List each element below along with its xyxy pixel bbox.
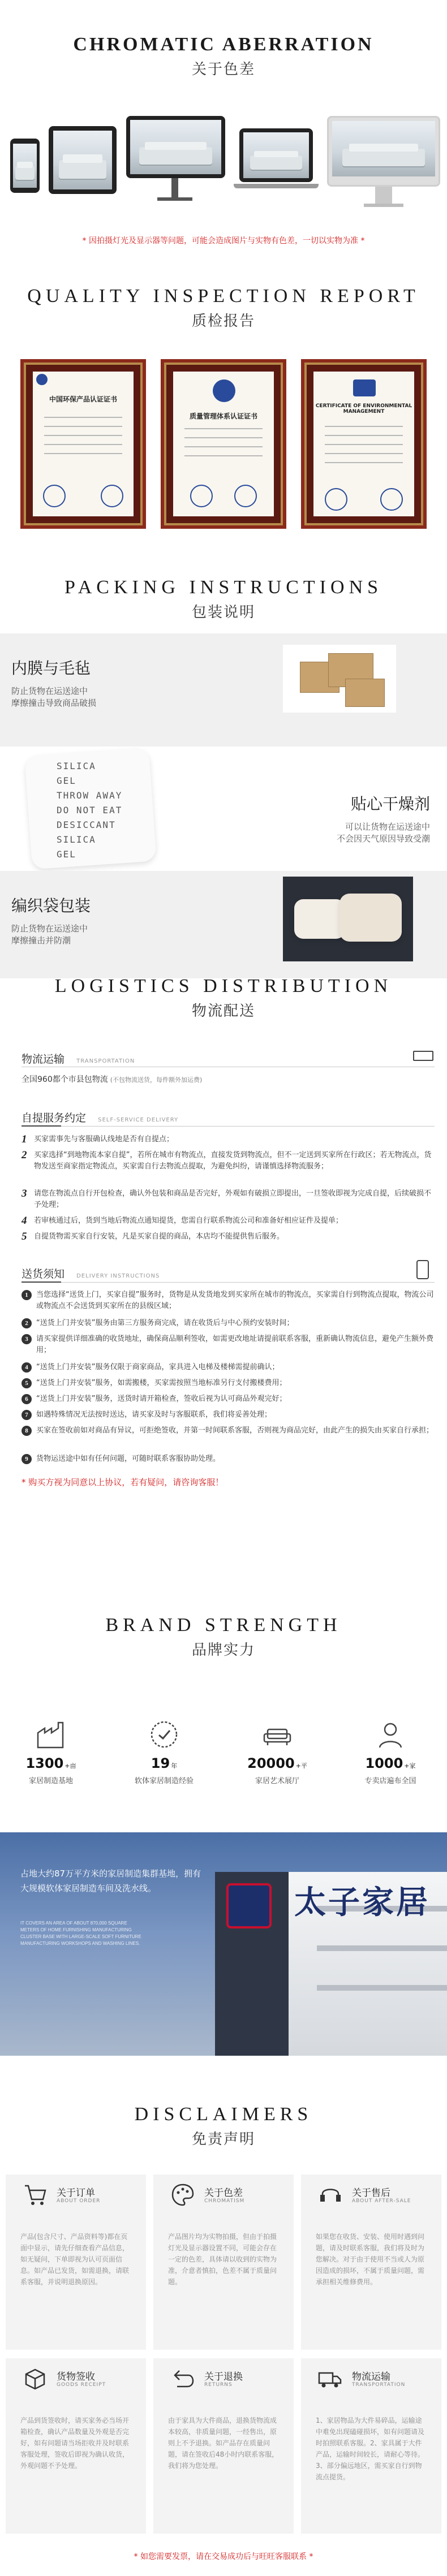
desktop-device xyxy=(327,116,440,209)
packing-item-desc: 摩擦撞击并防潮 xyxy=(11,935,71,946)
seal-icon xyxy=(43,485,66,507)
chromatic-note: * 因拍摄灯光及显示器等问题，可能会造成图片与实物有色差，一切以实物为准 * xyxy=(82,236,365,245)
truck-icon xyxy=(413,1051,433,1061)
disclaimer-card: 货物签收 GOODS RECEIPT 产品到货签收时，请买家务必当场开箱检查，确认产品数量及外观是否完好，如有问题请当场拒收并及时联系客服处理，签收后即视为确认收货，外观问题不予处理。 xyxy=(6,2358,146,2534)
packing-item-desiccant xyxy=(0,747,447,871)
list-item: 3 请买家提供详细准确的收货地址，确保商品顺利签收，如需更改地址请提前联系客服，重新确认物流信息，避免产生额外费用； xyxy=(22,1334,435,1356)
phone-device xyxy=(10,139,40,193)
transport-heading xyxy=(22,1051,135,1066)
quality-title-cn: 质检报告 xyxy=(191,313,255,330)
list-item: 6 “送货上门并安装”服务，送货时请开箱检查，签收后视为认可商品外观完好； xyxy=(22,1393,435,1405)
certificate-title: CERTIFICATE OF ENVIRONMENTAL MANAGEMENT xyxy=(315,403,412,415)
badge-icon xyxy=(149,1719,179,1750)
monitor-device xyxy=(126,116,225,206)
self-pickup-heading xyxy=(22,1110,178,1125)
desiccant-label: SILICA GEL THROW AWAY DO NOT EAT DESICCANT SILICA GEL xyxy=(57,761,123,860)
disclaimer-card: 关于色差 CHROMATISM 产品图片均为实物拍摄，但由于拍摄灯光及显示器设置不同，可能会存在一定的色差，具体请以收到的实物为准，介意者慎拍，色差不属于质量问题。 xyxy=(153,2174,294,2350)
logistics-title-en: LOGISTICS DISTRIBUTION xyxy=(54,976,393,996)
packing-item-desc: 不会因天气原因导致受潮 xyxy=(336,834,430,844)
logistics-red-note: * 购买方视为同意以上协议，若有疑问，请咨询客服！ xyxy=(22,1477,224,1487)
logistics-section-title xyxy=(0,976,447,1020)
list-item: 8 买家在签收前如对商品有异议，可拒绝签收，并第一时间联系客服，否则视为商品完好，由此产生的损失由买家自行承担； xyxy=(22,1425,435,1436)
list-item: 5 “送货上门并安装”服务，如需搬楼，买家需按照当地标准另行支付搬楼费用； xyxy=(22,1378,435,1389)
chromatic-title-cn: 关于色差 xyxy=(191,61,255,78)
list-item: 4 若审核通过后，货到当地后物流点通知提货，您需自行联系物流公司和准备好相应证件及提单； xyxy=(22,1215,343,1227)
logo-icon xyxy=(226,1883,272,1928)
chromatic-title-en: CHROMATIC ABERRATION xyxy=(73,34,374,55)
brand-title-en: BRAND STRENGTH xyxy=(105,1615,342,1636)
building-text: 占地大约87万平方米的家居制造集群基地，拥有大规模软体家居制造车间及洗水线。 xyxy=(20,1869,201,1893)
sofa-icon xyxy=(262,1719,293,1750)
user-icon xyxy=(375,1719,406,1750)
list-item: 1 买家需事先与客服确认线地是否有自提点； xyxy=(22,1133,174,1145)
disclaimers-title-en: DISCLAIMERS xyxy=(134,2104,313,2125)
woven-bag-photo xyxy=(283,877,413,961)
tablet-device xyxy=(49,126,117,194)
list-item: 5 自提货物需买家自行安装，凡是买家自提的商品，本店均不能提供售后服务。 xyxy=(22,1231,285,1242)
transport-subtitle: TRANSPORTATION xyxy=(76,1058,135,1064)
packing-item-title: 贴心干燥剂 xyxy=(350,795,430,813)
packing-section-title xyxy=(0,577,447,622)
seal-icon xyxy=(380,488,403,511)
packing-item-desc: 摩擦撞击导致商品破损 xyxy=(11,698,97,708)
certificate-card xyxy=(161,359,286,529)
stat-experience: 19 年 软体家居制造经验 xyxy=(119,1719,209,1785)
stat-showroom: 20000 +平 家居艺术展厅 xyxy=(232,1719,323,1785)
brand-title-cn: 品牌实力 xyxy=(191,1642,255,1659)
seal-icon xyxy=(101,485,123,507)
disclaimers-section-title xyxy=(0,2104,447,2148)
packing-item-desc: 可以让货物在运送途中 xyxy=(345,822,430,832)
order-icon xyxy=(23,2182,48,2207)
list-item: 9 货物运送途中如有任何问题，可随时联系客服协助处理。 xyxy=(22,1453,435,1465)
delivery-title: 送货须知 xyxy=(22,1268,65,1280)
service-icon xyxy=(318,2182,343,2207)
disclaimer-card: 关于售后 ABOUT AFTER-SALE 如果您在收货、安装、使用时遇到问题，请及时联系客服，我们将及时为您解决。对于由于使用不当或人为原因造成的损坏，不属于质量问题，需承担相关维修费用。 xyxy=(301,2174,441,2350)
return-icon xyxy=(170,2366,195,2391)
box-icon xyxy=(23,2366,48,2391)
delivery-heading xyxy=(22,1266,160,1281)
packing-item-desc: 防止货物在运送途中 xyxy=(11,686,88,696)
packing-item-desc: 防止货物在运送途中 xyxy=(11,924,88,934)
packing-item-title: 编织袋包装 xyxy=(11,896,91,915)
box-photo xyxy=(283,645,396,713)
list-item: 2 “送货上门并安装”服务由第三方服务商完成，请在收货后与中心预约安装时间； xyxy=(22,1318,435,1329)
delivery-subtitle: DELIVERY INSTRUCTIONS xyxy=(76,1273,160,1279)
brand-section-title xyxy=(0,1615,447,1659)
truck-icon xyxy=(318,2366,343,2391)
self-pickup-title: 自提服务约定 xyxy=(22,1112,87,1124)
certificate-card xyxy=(301,359,427,529)
seal-icon xyxy=(325,488,347,511)
logistics-title-cn: 物流配送 xyxy=(191,1003,255,1020)
certificate-title: 质量管理体系认证证书 xyxy=(189,412,257,420)
disclaimer-card: 关于退换 RETURNS 由于家具为大件商品，退换货物流成本较高，非质量问题，一经售出，原则上不予退换。如产品存在质量问题，请在签收后48小时内联系客服，我们将为您处理。 xyxy=(153,2358,294,2534)
packing-item-woven-bag xyxy=(0,871,447,978)
list-item: 4 “送货上门并安装”服务仅限于商家商品，家具进入电梯及楼梯需提前确认； xyxy=(22,1362,435,1373)
transport-title: 物流运输 xyxy=(22,1053,65,1065)
factory-icon xyxy=(36,1719,66,1750)
packing-title-en: PACKING INSTRUCTIONS xyxy=(64,577,383,598)
device-lineup xyxy=(10,116,440,212)
list-item: 7 如遇特殊情况无法按时送达，请买家及时与客服联系，我们将妥善处理； xyxy=(22,1409,435,1421)
certificate-card xyxy=(20,359,146,529)
stat-factory: 1300 +亩 家居制造基地 xyxy=(6,1719,96,1785)
palette-icon xyxy=(170,2182,195,2207)
disclaimer-card: 物流运输 TRANSPORTATION 1、家居物品为大件易碎品，运输途中难免出现磕碰损坏，如有问题请及时拍照联系客服。2、家具属于大件产品，运输时间较长，请耐心等待。3、部分偏远地区，需买家自行到物流点提货。 xyxy=(301,2358,441,2534)
transport-line: 全国960都个市县包物流 (不包物流送货，每件额外加运费) xyxy=(22,1075,203,1084)
list-item: 3 请您在物流点自行开包检查，确认外包装和商品是否完好，外观如有破损立即提出，一旦签收即视为完成自提，后续破损不予处理； xyxy=(22,1188,432,1209)
chromatic-section-title xyxy=(0,34,447,79)
seal-icon xyxy=(234,485,257,507)
laptop-device xyxy=(234,128,319,202)
packing-title-cn: 包装说明 xyxy=(191,604,255,621)
list-item: 2 买家选择“到地物流本家自提”，若所在城市有物流点，直接发货到物流点，但不一定送到买家所在行政区；若无物流点，货物发送至商家指定物流点，买家需自行去物流点提取，为避免纠纷，请谨慎选择物流服务； xyxy=(22,1149,432,1171)
self-pickup-subtitle: SELF-SERVICE DELIVERY xyxy=(98,1117,179,1123)
building-sign: 太子家居 xyxy=(294,1884,430,1921)
packing-item-title: 内膜与毛毡 xyxy=(11,659,91,678)
headquarters-photo xyxy=(0,1832,447,2056)
quality-section-title xyxy=(0,286,447,330)
disclaimer-card: 关于订单 ABOUT ORDER 产品(包含尺寸、产品资料等)都在页面中显示，请先仔细查看产品信息，如无疑问，下单即视为认可页面信息。如产品已发货，如需退换，请联系客服，并说明退换原因。 xyxy=(6,2174,146,2350)
phone-icon xyxy=(416,1260,429,1279)
building-text-en: IT COVERS AN AREA OF ABOUT 870,000 SQUARE METERS OF HOME FURNISHING MANUFACTURING CLUSTER BASE WITH LARGE-SCALE SOFT FURNITURE MANUFACTURING WORKSHOPS AND WASHING LINES. xyxy=(20,1921,141,1946)
packing-item-film xyxy=(0,633,447,747)
seal-icon xyxy=(190,485,213,507)
quality-title-en: QUALITY INSPECTION REPORT xyxy=(27,286,420,307)
disclaimers-title-cn: 免责声明 xyxy=(191,2131,255,2148)
invoice-note: * 如您需要发票，请在交易成功后与旺旺客服联系 * xyxy=(134,2552,313,2561)
stat-stores: 1000 +家 专卖店遍布全国 xyxy=(345,1719,436,1785)
certificate-title: 中国环保产品认证证书 xyxy=(49,395,117,403)
list-item: 1 当您选择“送货上门，买家自提”服务时，货物是从发货地发到买家所在城市的物流点，买家需自行到物流点提取，物流公司或物流点不会送货到买家所在的县级区域； xyxy=(22,1289,435,1312)
